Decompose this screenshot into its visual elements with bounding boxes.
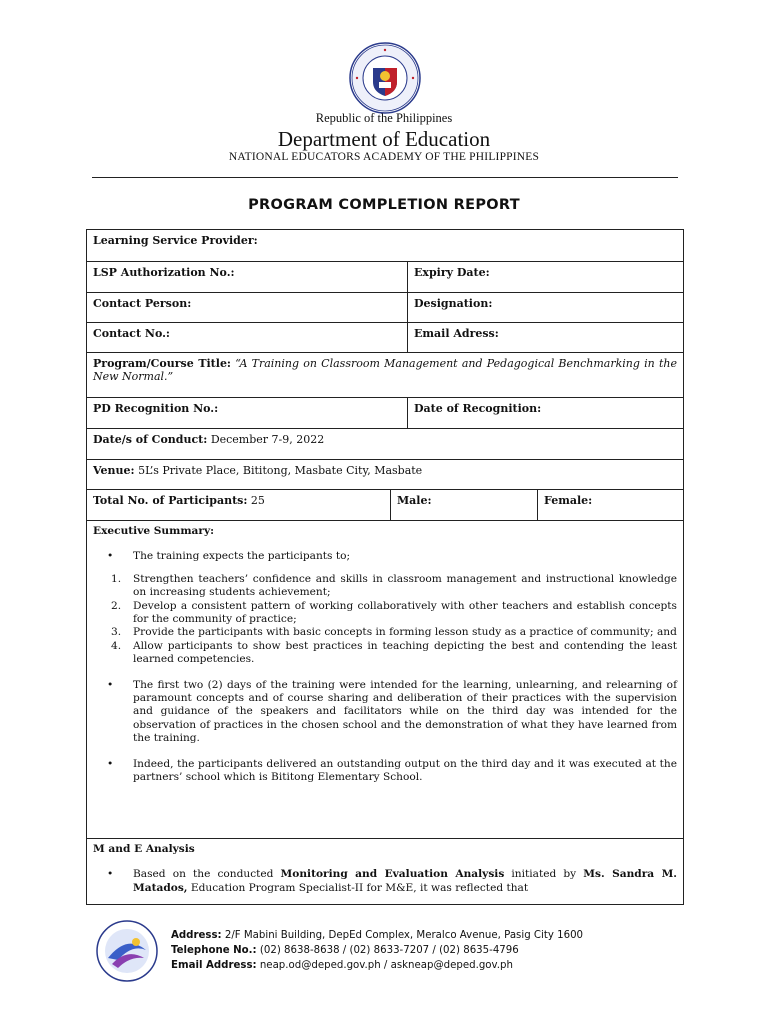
objective-item: 4. Allow participants to show best practices in teaching depicting the best and contending the least learned competencies. xyxy=(111,639,677,666)
venue-value: 5L’s Private Place, Bititong, Masbate City, Masbate xyxy=(138,464,423,477)
date-recognition-label: Date of Recognition: xyxy=(414,402,542,415)
bullet-glyph: • xyxy=(107,757,114,770)
footer-phone: Telephone No.: (02) 8638-8638 / (02) 8633-7207 / (02) 8635-4796 xyxy=(171,945,519,956)
objective-item: 2. Develop a consistent pattern of working collaboratively with other teachers and establish concepts for the community of practice; xyxy=(111,599,677,626)
row-contact-person xyxy=(87,292,683,322)
lsp-auth-label: LSP Authorization No.: xyxy=(93,266,235,279)
row-lsp-auth xyxy=(87,261,683,292)
footer-address: Address: 2/F Mabini Building, DepEd Complex, Meralco Avenue, Pasig City 1600 xyxy=(171,930,584,941)
bullet-glyph: • xyxy=(107,678,114,691)
lsp-label: Learning Service Provider: xyxy=(93,234,258,247)
bullet-glyph: • xyxy=(107,550,114,563)
summary-intro: • The training expects the participants to; xyxy=(93,550,677,563)
summary-paragraph: • The first two (2) days of the training were intended for the learning, unlearning, and relearning of paramount concepts and of course sharing and deliberation of their practices with the supervision and guidance of the speakers and facilitators while on the third day was intended for the observation of practices in the chosen school and the demonstration of what they have learned from the training. xyxy=(93,679,677,746)
expiry-label: Expiry Date: xyxy=(414,266,490,279)
participants-label: Total No. of Participants: xyxy=(93,494,248,507)
report-title: PROGRAM COMPLETION REPORT xyxy=(248,197,520,213)
bullet-glyph: • xyxy=(107,868,114,881)
objective-item: 1. Strengthen teachers’ confidence and skills in classroom management and instructional knowledge on increasing students achievement; xyxy=(111,572,677,599)
row-executive-summary xyxy=(87,520,683,838)
contact-person-label: Contact Person: xyxy=(93,297,192,310)
row-venue xyxy=(87,459,683,489)
participants-value: 25 xyxy=(250,494,265,507)
row-conduct xyxy=(87,428,683,459)
academy-name: NATIONAL EDUCATORS ACADEMY OF THE PHILIPPINES xyxy=(228,151,540,163)
executive-summary-heading: Executive Summary: xyxy=(93,525,215,537)
program-value: “A Training on Classroom Management and Pedagogical Benchmarking in the New Normal.” xyxy=(93,357,677,383)
venue-label: Venue: xyxy=(93,464,135,477)
female-label: Female: xyxy=(544,494,593,507)
footer-email: Email Address: neap.od@deped.gov.ph / askneap@deped.gov.ph xyxy=(171,960,513,971)
pd-recognition-label: PD Recognition No.: xyxy=(93,402,219,415)
email-label: Email Adress: xyxy=(414,327,499,340)
row-me-analysis xyxy=(87,838,683,904)
me-analysis-paragraph: • Based on the conducted Monitoring and Evaluation Analysis initiated by Ms. Sandra M. Matados, Education Program Specialist-II for M&E, it was reflected that xyxy=(93,868,677,895)
neap-logo xyxy=(96,920,158,982)
objectives-list xyxy=(93,573,677,667)
executive-summary-cell xyxy=(87,521,683,838)
conduct-label: Date/s of Conduct: xyxy=(93,433,208,446)
republic-text: Republic of the Philippines xyxy=(315,111,453,125)
objective-item: 3. Provide the participants with basic concepts in forming lesson study as a practice of community; and xyxy=(111,626,677,639)
row-lsp xyxy=(87,230,683,261)
department-title: Department of Education xyxy=(277,127,491,151)
header-divider xyxy=(92,177,678,178)
conduct-value: December 7-9, 2022 xyxy=(210,433,325,446)
me-analysis-heading: M and E Analysis xyxy=(93,843,195,855)
summary-paragraph: • Indeed, the participants delivered an outstanding output on the third day and it was executed at the partners’ school which is Bititong Elementary School. xyxy=(93,758,677,785)
row-participants xyxy=(87,489,683,520)
designation-label: Designation: xyxy=(414,297,493,310)
row-contact-no xyxy=(87,322,683,352)
deped-seal-logo xyxy=(349,42,421,114)
contact-no-label: Contact No.: xyxy=(93,327,170,340)
me-analysis-cell xyxy=(87,839,683,904)
program-title-cell xyxy=(87,353,683,397)
row-pd xyxy=(87,397,683,428)
male-label: Male: xyxy=(397,494,432,507)
footer-divider xyxy=(92,904,678,905)
report-table xyxy=(86,229,684,905)
program-label: Program/Course Title: xyxy=(93,357,231,370)
footer-contact xyxy=(171,928,583,973)
row-program xyxy=(87,352,683,397)
